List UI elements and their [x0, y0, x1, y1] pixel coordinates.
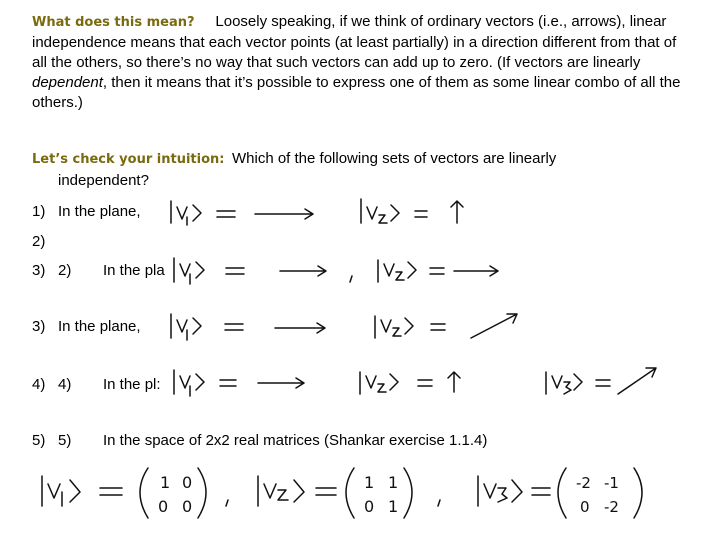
- intro-heading: What does this mean?: [32, 15, 195, 30]
- question-text: Which of the following sets of vectors are linearly: [232, 150, 557, 167]
- item-1-number: 1): [32, 203, 46, 220]
- item-2-number: 2): [32, 233, 46, 250]
- item-5-number: 5): [32, 432, 46, 449]
- question-heading: Let’s check your intuition:: [32, 152, 225, 167]
- item-4-handwriting: [168, 362, 668, 402]
- item-3b-handwriting: [165, 306, 535, 346]
- item-1-handwriting: [165, 193, 465, 229]
- m2-a: 1: [364, 473, 375, 492]
- item-4-subnumber: 4): [58, 376, 72, 393]
- item-1-text: In the plane,: [58, 203, 141, 220]
- item-3-number: 3): [32, 262, 46, 279]
- item-3-handwriting: [168, 250, 528, 290]
- item-4-number: 4): [32, 376, 46, 393]
- question-line: [32, 150, 224, 167]
- item-5-text: In the space of 2x2 real matrices (Shankar exercise 1.1.4): [103, 432, 488, 449]
- item-3b-number: 3): [32, 318, 46, 335]
- intro-paragraph: [32, 12, 692, 113]
- m2-c: 0: [364, 497, 375, 516]
- item-5-handwriting: [36, 462, 676, 524]
- item-5-subnumber: 5): [58, 432, 72, 449]
- item-3-subnumber: 2): [58, 262, 72, 279]
- item-4-text: In the pl:: [103, 376, 161, 393]
- m2-d: 1: [388, 497, 399, 516]
- m3-c: 0: [580, 498, 590, 516]
- question-text-2: independent?: [58, 172, 149, 189]
- m2-b: 1: [388, 473, 399, 492]
- m3-a: -2: [576, 474, 591, 492]
- m1-b: 0: [182, 473, 193, 492]
- m3-d: -2: [604, 498, 619, 516]
- intro-text-end: , then it means that it’s possible to express one of them as some linear combo of all the others.): [32, 74, 681, 111]
- item-3b-text: In the plane,: [58, 318, 141, 335]
- item-3-text: In the pla: [103, 262, 165, 279]
- m3-b: -1: [604, 474, 619, 492]
- m1-c: 0: [158, 497, 169, 516]
- intro-text: Loosely speaking, if we think of ordinary vectors (i.e., arrows), linear independence means that each vector points (at least partially) in a direction different from that of all the others, so there’s no way that such vectors can add up to zero. (If vectors are linearly: [32, 13, 677, 71]
- m1-a: 1: [160, 473, 171, 492]
- intro-italic: dependent: [32, 74, 103, 91]
- m1-d: 0: [182, 497, 193, 516]
